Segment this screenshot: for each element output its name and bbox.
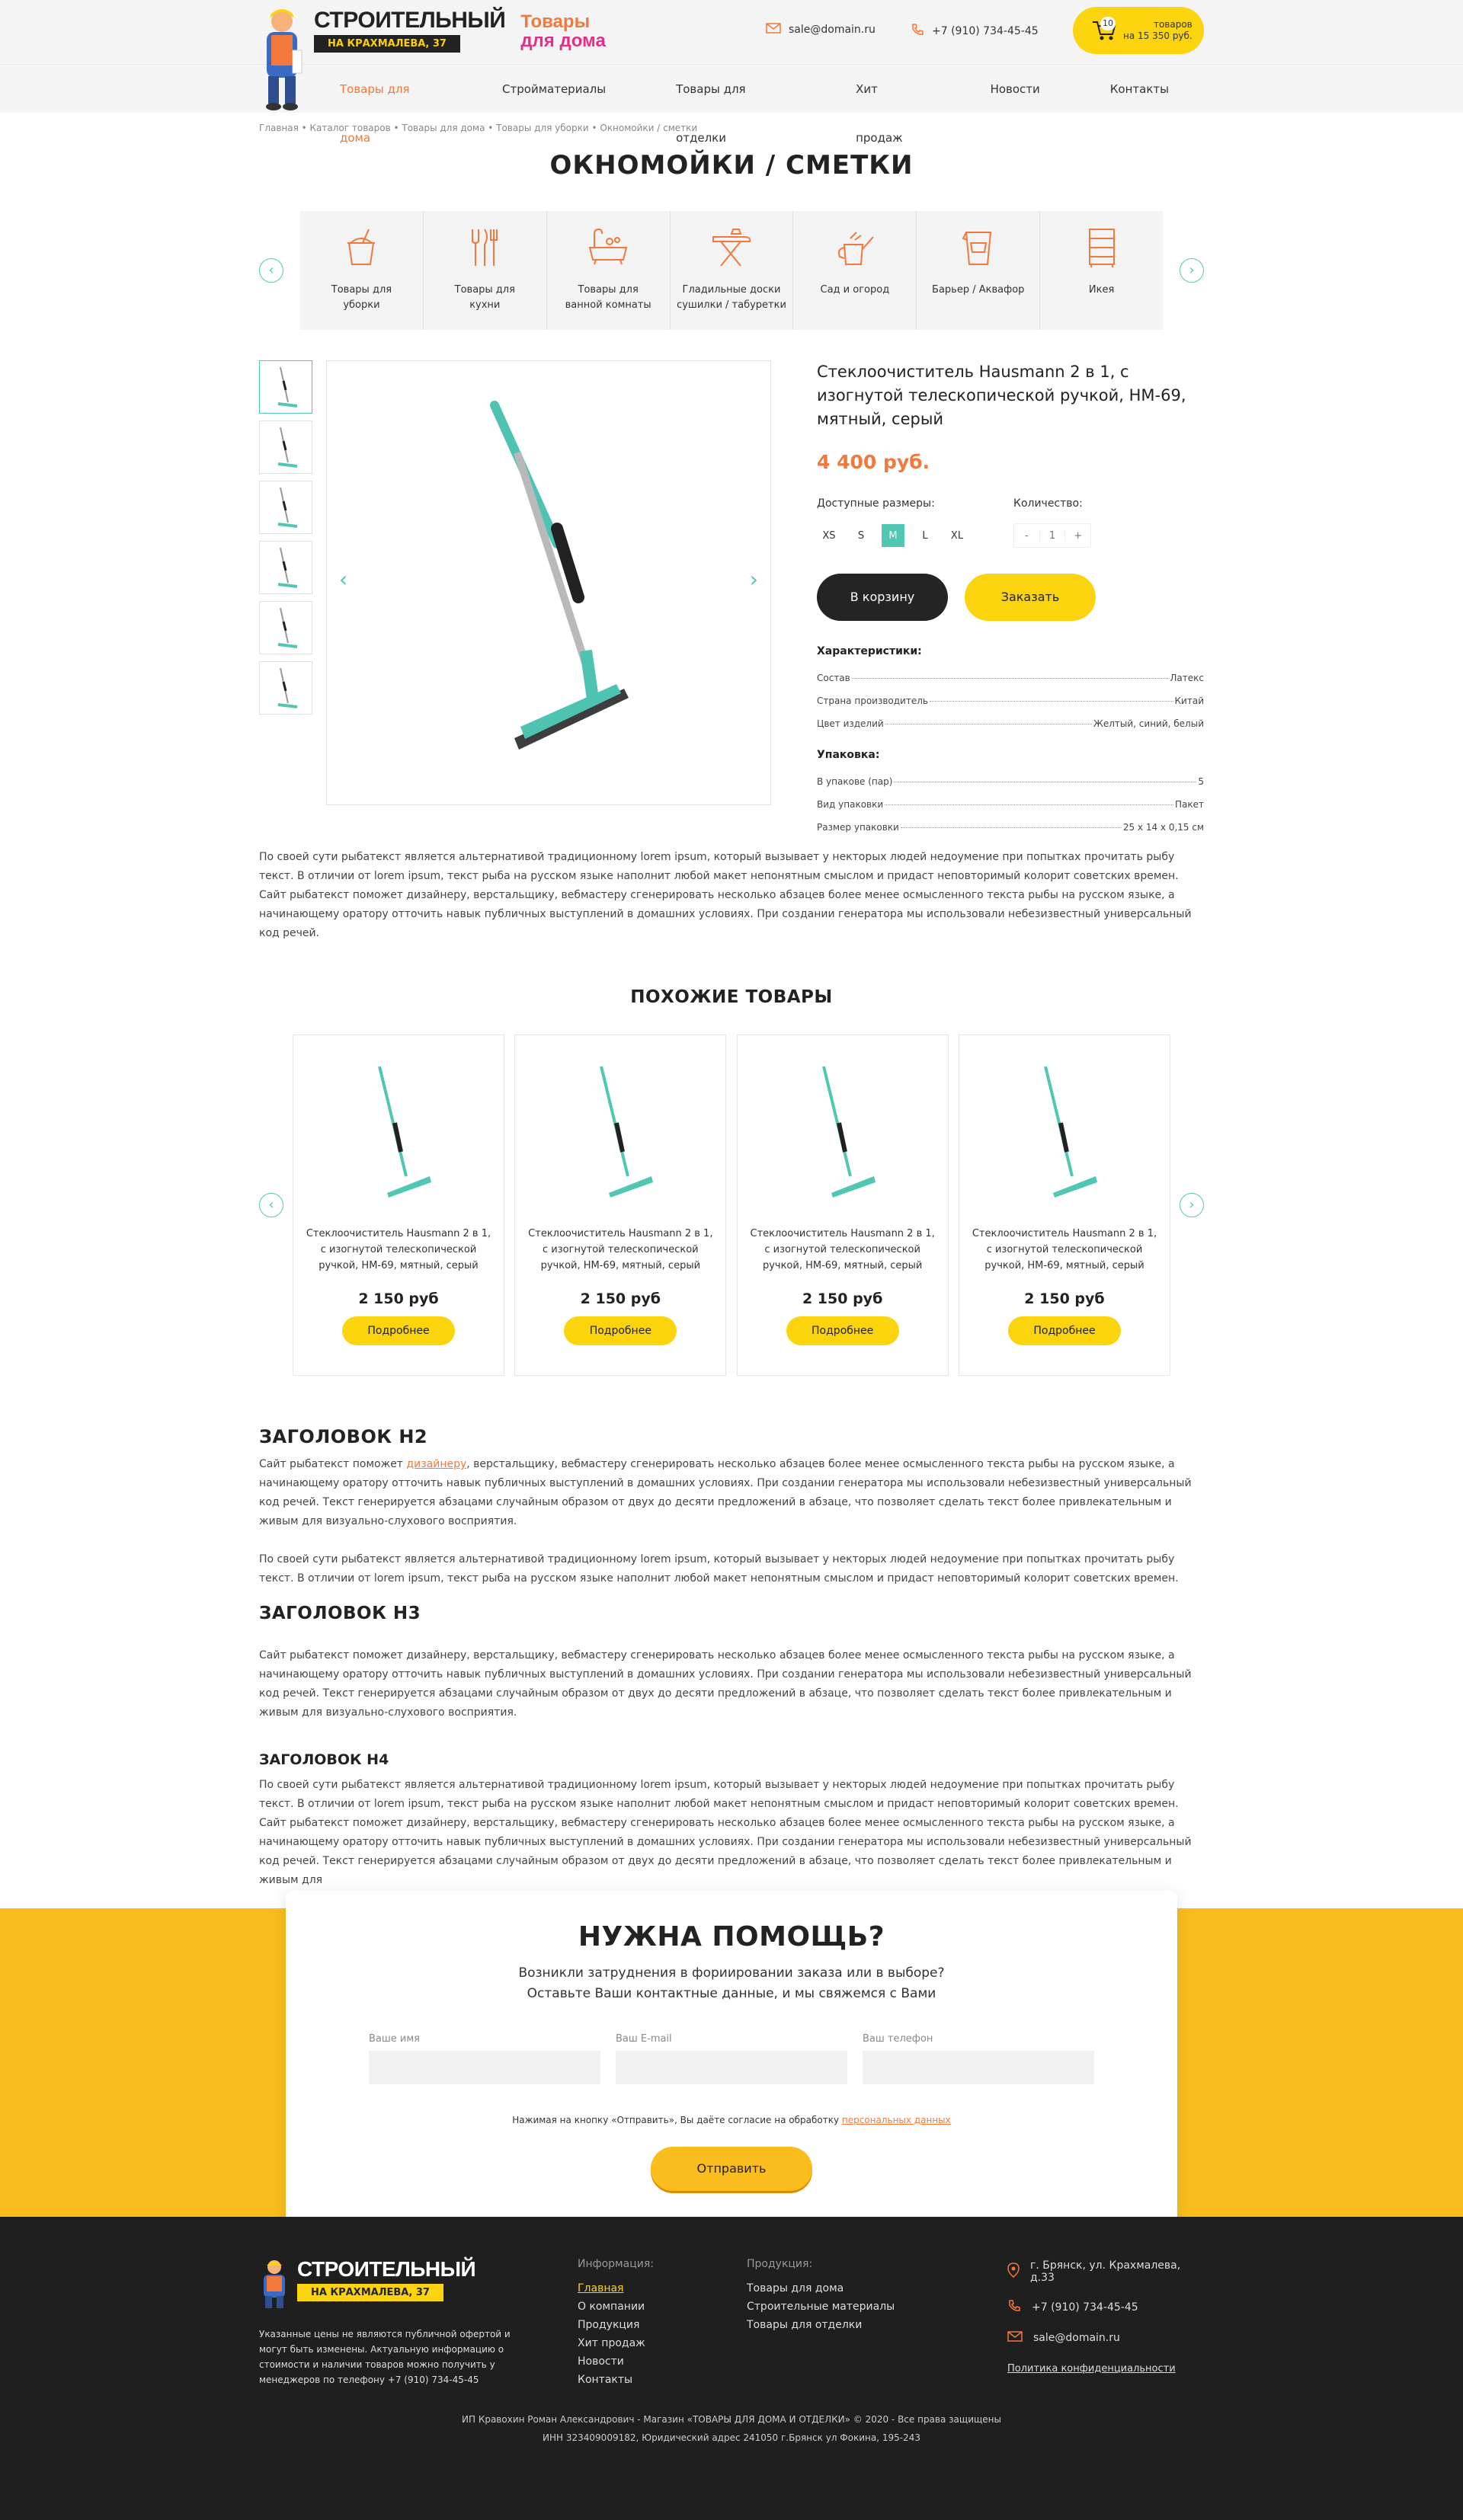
nav-item-bestsellers[interactable]: Хит продаж [856, 82, 903, 145]
footer-products-column [747, 2258, 895, 2334]
size-option[interactable]: S [849, 523, 873, 548]
quantity-value[interactable]: 1 [1039, 530, 1066, 542]
water-filter-icon [917, 225, 1039, 270]
footer-disclaimer: Указанные цены не являются публичной офертой и могут быть изменены. Актуальную информацию о стоимости и наличии товаров можно получить у менеджеров по телефону +7 (910) 734-45-45 [259, 2329, 511, 2385]
similar-products [259, 1035, 1204, 1376]
product-card-image [738, 1035, 948, 1226]
seo-heading-h4: ЗАГОЛОВОК H4 [259, 1751, 389, 1768]
footer-mascot-icon [259, 2258, 290, 2311]
footer-link-products[interactable]: Продукция [578, 2319, 640, 2331]
category-prev-button[interactable]: ‹ [259, 258, 283, 283]
details-button[interactable]: Подробнее [342, 1316, 455, 1345]
category-label: Товары для [331, 284, 392, 296]
product-card-name: Стеклоочиститель Hausmann 2 в 1, [306, 1228, 491, 1239]
footer-phone-text: +7 (910) 734-45-45 [1032, 2301, 1138, 2314]
category-filters[interactable] [917, 211, 1040, 330]
product-thumbnail[interactable] [259, 541, 312, 594]
header-phone: +7 (910) 734-45-45 [932, 25, 1039, 37]
package-list [817, 770, 1204, 839]
details-button[interactable]: Подробнее [786, 1316, 899, 1345]
characteristic-row [817, 667, 1204, 689]
legal-line: ИНН 323409009182, Юридический адрес 241050 г.Брянск ул Фокина, 195-243 [543, 2432, 920, 2443]
footer-email[interactable] [1007, 2331, 1204, 2345]
name-field[interactable] [369, 2051, 600, 2084]
nav-item-contacts[interactable]: Контакты [1109, 82, 1169, 96]
product-card-name: с изогнутой телескопической [986, 1244, 1143, 1255]
bucket-icon [300, 225, 423, 270]
phone-icon [911, 23, 924, 40]
watering-can-icon [793, 225, 916, 270]
email-field[interactable] [616, 2051, 847, 2084]
details-button[interactable]: Подробнее [564, 1316, 677, 1345]
footer-logo[interactable] [259, 2258, 511, 2311]
product-description: По своей сути рыбатекст является альтернативой традиционному lorem ipsum, который вызывает у некторых людей недоумение при попытках прочитать рыбу текст. В отличии от lorem ipsum, текст рыба на русском языке наполнит любой макет непонятным смыслом и придаст неповторимый колорит советских времен. Сайт рыбатекст поможет дизайнеру, верстальщику, вебмастеру сгенерировать несколько абзацев более менее осмысленного текста рыбы на русском языке, а начинающему оратору отточить навык публичных выступлений в домашних условиях. При создании генератора мы использовали небезизвестный универсальный код речей. [259, 851, 1192, 939]
cart-total: на 15 350 руб. [1123, 30, 1192, 41]
privacy-policy-link[interactable]: Политика конфиденциальности [1007, 2363, 1176, 2374]
quantity-decrease-button[interactable]: - [1024, 529, 1029, 542]
similar-next-button[interactable]: › [1180, 1193, 1204, 1217]
product-thumbnail[interactable] [259, 601, 312, 654]
category-carousel [259, 211, 1204, 331]
char-key: Состав [817, 673, 850, 683]
package-row [817, 770, 1204, 793]
help-subtitle: Возникли затруднения в фориировании заказа или в выборе? [518, 1965, 945, 1981]
category-garden[interactable] [793, 211, 917, 330]
product-price: 4 400 руб. [817, 451, 930, 473]
logo-address: НА КРАХМАЛЕВА, 37 [314, 35, 460, 53]
category-label: уборки [343, 299, 380, 311]
product-card-price: 2 150 руб [580, 1290, 661, 1307]
footer-link-about[interactable]: О компании [578, 2301, 645, 2313]
seo-paragraph: По своей сути рыбатекст является альтернативой традиционному lorem ipsum, который вызывает у некторых людей недоумение при попытках прочитать рыбу текст. В отличии от lorem ipsum, текст рыба на русском языке наполнит любой макет непонятным смыслом и придаст неповторимый колорит советских времен. Сайт рыбатекст поможет дизайнеру, верстальщику, вебмастеру сгенерировать несколько абзацев более менее осмысленного текста рыбы на русском языке, а начинающему оратору отточить навык публичных выступлений в домашних условиях. При создании генератора мы использовали небезизвестный универсальный код речей. Текст генерируется абзацами случайным образом от двух до десяти предложений в абзаце, что позволяет сделать текст более привлекательным и живым для [259, 1779, 1192, 1886]
pack-key: В упакове (пар) [817, 776, 893, 787]
details-button[interactable]: Подробнее [1008, 1316, 1121, 1345]
footer-link-contacts[interactable]: Контакты [578, 2374, 633, 2386]
category-label: Сад и огород [820, 284, 890, 296]
characteristic-row [817, 689, 1204, 712]
nav-item-home-goods[interactable]: Товары для дома [340, 82, 410, 145]
phone-field[interactable] [863, 2051, 1094, 2084]
footer-logo-address: НА КРАХМАЛЕВА, 37 [297, 2284, 443, 2301]
package-row [817, 793, 1204, 816]
footer-link-finishing[interactable]: Товары для отделки [747, 2319, 863, 2331]
product-card-name: с изогнутой телескопической [543, 1244, 699, 1255]
product-card-price: 2 150 руб [802, 1290, 883, 1307]
seo-heading-h2: ЗАГОЛОВОК H2 [259, 1426, 428, 1447]
category-label: Товары для [578, 284, 639, 296]
footer-info-column [578, 2258, 654, 2389]
product-card-name: Стеклоочиститель Hausmann 2 в 1, [972, 1228, 1157, 1239]
phone-label: Ваш телефон [863, 2033, 933, 2045]
personal-data-link[interactable]: персональных данных [841, 2115, 951, 2125]
footer-brand [259, 2258, 511, 2387]
copyright-line: ИП Кравохин Роман Александрович - Магазин «ТОВАРЫ ДЛЯ ДОМА И ОТДЕЛКИ» © 2020 - Все права защищены [462, 2414, 1001, 2425]
seo-text-part: , верстальщику, вебмастеру сгенерировать несколько абзацев более менее осмысленного текста рыбы на русском языке, а начинающему оратору отточить навык публичных выступлений в домашних условиях. При создании генератора мы использовали небезизвестный универсальный код речей. Текст генерируется абзацами случайным образом от двух до десяти предложений в абзаце, что позволяет сделать текст более привлекательным и живым для визуально-слухового восприятия. [259, 1458, 1192, 1527]
squeegee-image [472, 399, 632, 765]
product-card-name: ручкой, HM-69, мятный, серый [319, 1260, 479, 1271]
footer-contacts [1007, 2259, 1204, 2374]
similar-prev-button[interactable]: ‹ [259, 1193, 283, 1217]
breadcrumb[interactable]: Главная • Каталог товаров • Товары для дома • Товары для уборки • Окномойки / сметки [259, 123, 698, 133]
category-label: сушилки / табуретки [677, 299, 786, 311]
product-card-price: 2 150 руб [358, 1290, 439, 1307]
footer-email-text: sale@domain.ru [1033, 2332, 1120, 2344]
ironing-board-icon [671, 225, 793, 270]
footer-link-building[interactable]: Строительные материалы [747, 2301, 895, 2313]
category-next-button[interactable]: › [1180, 258, 1204, 283]
size-option[interactable]: XL [945, 523, 969, 548]
product-thumbnail[interactable] [259, 481, 312, 534]
pack-value: 25 х 14 х 0,15 см [1122, 822, 1204, 833]
category-ikea[interactable] [1040, 211, 1163, 330]
seo-paragraph: По своей сути рыбатекст является альтернативой традиционному lorem ipsum, который вызывает у некторых людей недоумение при попытках прочитать рыбу текст. В отличии от lorem ipsum, текст рыба на русском языке наполнит любой макет непонятным смыслом и придаст неповторимый колорит советских времен. [259, 1553, 1179, 1585]
pack-value: 5 [1198, 776, 1204, 787]
product-card-name: с изогнутой телескопической [764, 1244, 920, 1255]
footer-link-news[interactable]: Новости [578, 2355, 624, 2368]
char-key: Цвет изделий [817, 718, 884, 729]
category-label: Гладильные доски [682, 284, 781, 296]
product-thumbnail[interactable] [259, 421, 312, 474]
seo-paragraph: Сайт рыбатекст поможет дизайнеру, верстальщику, вебмастеру сгенерировать несколько абзацев более менее осмысленного текста рыбы на русском языке, а начинающему оратору отточить навык публичных выступлений в домашних условиях. При создании генератора мы использовали небезизвестный универсальный код речей. Текст генерируется абзацами случайным образом от двух до десяти предложений в абзаце, что позволяет сделать текст более привлекательным и живым для визуально-слухового восприятия. [259, 1649, 1192, 1719]
product-card-image [515, 1035, 725, 1226]
footer-address-text: г. Брянск, ул. Крахмалева, д.33 [1030, 2259, 1181, 2284]
mail-icon [766, 23, 781, 37]
category-label: Икея [1088, 284, 1115, 296]
product-card-name: с изогнутой телескопической [320, 1244, 477, 1255]
product-thumbnail[interactable] [259, 661, 312, 715]
similar-title: ПОХОЖИЕ ТОВАРЫ [630, 987, 833, 1007]
header [0, 0, 1463, 64]
logo-title: СТРОИТЕЛЬНЫЙ [314, 8, 506, 33]
quantity-stepper [1013, 523, 1091, 548]
product-card-name: Стеклоочиститель Hausmann 2 в 1, [528, 1228, 713, 1239]
cart-icon [1091, 19, 1117, 42]
category-label: Барьер / Аквафор [932, 284, 1025, 296]
nav-item-news[interactable]: Новости [990, 82, 1040, 96]
characteristics-list [817, 667, 1204, 735]
product-card[interactable] [293, 1035, 504, 1376]
footer-link-home[interactable]: Главная [578, 2282, 624, 2295]
quantity-label: Количество: [1013, 497, 1083, 510]
email-label: Ваш E-mail [616, 2033, 672, 2045]
product-name: Стеклоочиститель Hausmann 2 в 1, с изогнутой телескопической ручкой, HM-69, мятный, серый [817, 363, 1186, 428]
size-selector [817, 523, 1013, 548]
sizes-label: Доступные размеры: [817, 497, 935, 510]
product-card-name: Стеклоочиститель Hausmann 2 в 1, [750, 1228, 935, 1239]
footer-products-title: Продукция: [747, 2258, 813, 2270]
category-label: ванной комнаты [565, 299, 651, 311]
header-phone-link[interactable] [911, 23, 1039, 40]
add-to-cart-button[interactable]: В корзину [817, 574, 948, 621]
seo-text [259, 1426, 1204, 1890]
cutlery-icon [424, 225, 546, 270]
shelf-icon [1040, 225, 1163, 270]
char-value: Латекс [1170, 673, 1204, 683]
help-form [286, 1891, 1177, 2232]
header-email-link[interactable] [766, 23, 876, 37]
product-card-name: ручкой, HM-69, мятный, серый [984, 1260, 1144, 1271]
product-thumbnails [259, 360, 312, 721]
footer [0, 2217, 1463, 2520]
seo-heading-h3: ЗАГОЛОВОК H3 [259, 1604, 421, 1623]
product-card[interactable] [959, 1035, 1170, 1376]
seo-inline-link[interactable]: дизайнеру [406, 1458, 467, 1470]
nav-item-finishing[interactable]: Товары для отделки [676, 82, 746, 145]
product-main-image [326, 360, 771, 805]
pack-value: Пакет [1175, 799, 1204, 810]
page-title: ОКНОМОЙКИ / СМЕТКИ [549, 150, 914, 181]
product-card[interactable] [514, 1035, 726, 1376]
category-ironing[interactable] [671, 211, 794, 330]
pack-key: Размер упаковки [817, 822, 899, 833]
footer-logo-title: СТРОИТЕЛЬНЫЙ [297, 2257, 476, 2281]
package-row [817, 816, 1204, 839]
gallery-next-icon[interactable]: › [749, 567, 758, 592]
char-value: Желтый, синий, белый [1093, 718, 1204, 729]
size-option-selected[interactable]: M [881, 523, 905, 548]
product-card[interactable] [737, 1035, 949, 1376]
characteristics-title: Характеристики: [817, 645, 922, 657]
category-label: кухни [469, 299, 501, 311]
consent-text: Нажимая на кнопку «Отправить», Вы даёте согласие на обработку [512, 2115, 842, 2125]
product-thumbnail[interactable] [259, 360, 312, 414]
send-button[interactable]: Отправить [651, 2147, 812, 2191]
mail-icon [1007, 2331, 1023, 2345]
pack-key: Вид упаковки [817, 799, 884, 810]
product-card-image [959, 1035, 1170, 1226]
size-option[interactable]: XS [817, 523, 841, 548]
nav-item-building-materials[interactable]: Стройматериалы [502, 82, 607, 96]
location-pin-icon [1007, 2263, 1020, 2281]
seo-text-part: Сайт рыбатекст поможет [259, 1458, 407, 1470]
bathtub-icon [547, 225, 670, 270]
footer-phone[interactable] [1007, 2299, 1204, 2316]
footer-copyright [0, 2410, 1463, 2447]
category-cleaning[interactable] [300, 211, 424, 330]
footer-info-title: Информация: [578, 2258, 654, 2270]
quantity-increase-button[interactable]: + [1074, 529, 1083, 542]
help-subtitle: Оставьте Ваши контактные данные, и мы свяжемся с Вами [527, 1986, 936, 2001]
header-email: sale@domain.ru [789, 24, 876, 36]
name-label: Ваше имя [369, 2033, 420, 2045]
char-key: Страна производитель [817, 696, 928, 706]
cart-button[interactable] [1073, 7, 1204, 54]
product-info [817, 360, 1204, 839]
help-title: НУЖНА ПОМОЩЬ? [578, 1921, 885, 1952]
product-card-price: 2 150 руб [1024, 1290, 1105, 1307]
gallery-prev-icon[interactable]: ‹ [339, 567, 348, 592]
product-card-name: ручкой, HM-69, мятный, серый [762, 1260, 923, 1271]
footer-address [1007, 2259, 1204, 2284]
category-kitchen[interactable] [424, 211, 547, 330]
product-card-name: ручкой, HM-69, мятный, серый [540, 1260, 701, 1271]
size-option[interactable]: L [913, 523, 937, 548]
product-section [259, 360, 1204, 848]
characteristic-row [817, 712, 1204, 735]
footer-link-bestsellers[interactable]: Хит продаж [578, 2337, 645, 2349]
category-label: Товары для [454, 284, 515, 296]
footer-link-home-goods[interactable]: Товары для дома [747, 2282, 844, 2295]
logo-tagline-1: Товары [520, 11, 591, 32]
cart-count-badge: 10 [1100, 17, 1116, 30]
category-bathroom[interactable] [547, 211, 671, 330]
char-value: Китай [1174, 696, 1204, 706]
package-title: Упаковка: [817, 749, 880, 761]
cart-label: товаров [1153, 19, 1192, 30]
logo-tagline-2: для дома [520, 30, 606, 51]
order-button[interactable]: Заказать [965, 574, 1096, 621]
phone-icon [1007, 2299, 1021, 2316]
product-card-image [293, 1035, 504, 1226]
